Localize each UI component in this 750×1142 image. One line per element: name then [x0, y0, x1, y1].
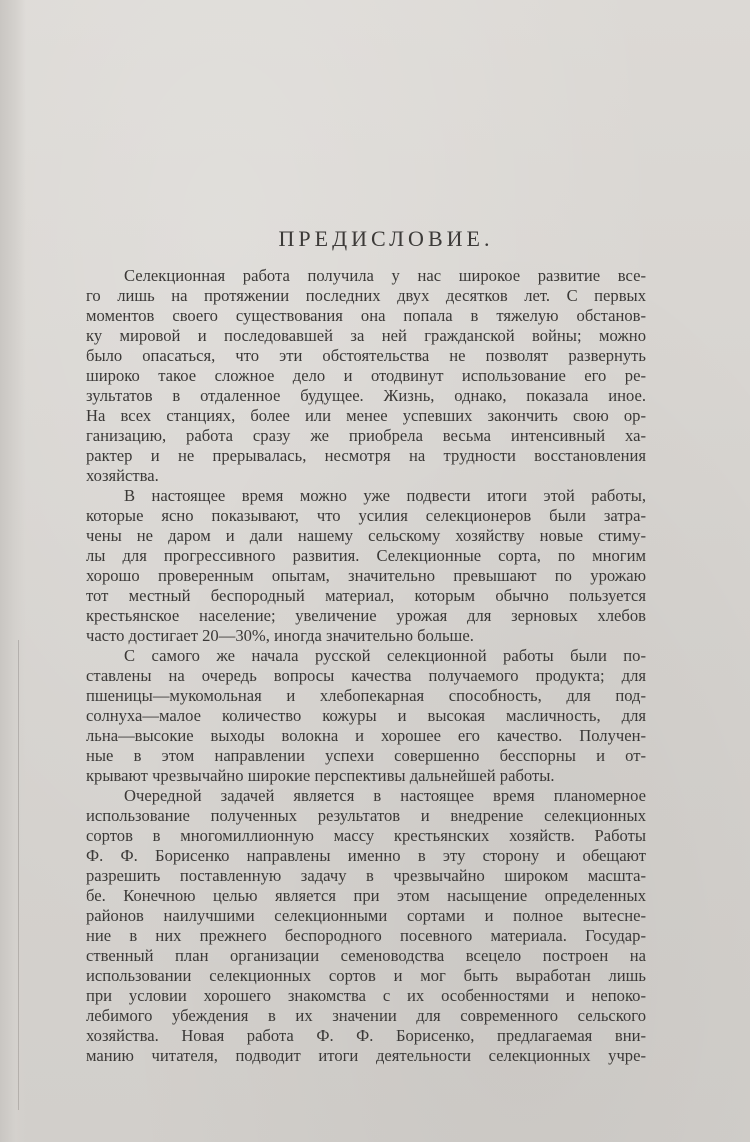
text-line: Ф. Ф. Борисенко направлены именно в эту сторону и обещают [86, 846, 646, 865]
text-line: моментов своего существования она попала в тяжелую обстанов- [86, 306, 646, 325]
text-line: бе. Конечною целью является при этом насыщение определенных [86, 886, 646, 905]
text-line: лы для прогрессивного развития. Селекционные сорта, по многим [86, 546, 646, 565]
text-line: льна—высокие выходы волокна и хорошее его качество. Получен- [86, 726, 646, 745]
text-line: сортов в многомиллионную массу крестьянских хозяйств. Работы [86, 826, 646, 845]
text-line: районов наилучшими селекционными сортами и полное вытесне- [86, 906, 646, 925]
text-line: пшеницы—мукомольная и хлебопекарная способность, для под- [86, 686, 646, 705]
body-text [86, 266, 646, 1066]
text-line: На всех станциях, более или менее успевших закончить свою ор- [86, 406, 646, 425]
text-line: ставлены на очередь вопросы качества получаемого продукта; для [86, 666, 646, 685]
text-line: использование полученных результатов и внедрение селекционных [86, 806, 646, 825]
text-line: ные в этом направлении успехи совершенно бесспорны и от- [86, 746, 646, 765]
text-line: го лишь на протяжении последних двух десятков лет. С первых [86, 286, 646, 305]
page-title: ПРЕДИСЛОВИЕ. [278, 226, 494, 251]
text-line: манию читателя, подводит итоги деятельности селекционных учре- [86, 1046, 646, 1065]
text-line: крывают чрезвычайно широкие перспективы дальнейшей работы. [86, 766, 555, 785]
text-line: широко такое сложное дело и отодвинут использование его ре- [86, 366, 646, 385]
text-line: при условии хорошего знакомства с их особенностями и непоко- [86, 986, 646, 1005]
text-line: которые ясно показывают, что усилия селекционеров были затра- [86, 506, 646, 525]
text-line: солнуха—малое количество кожуры и высокая масличность, для [86, 706, 646, 725]
text-line: хозяйства. [86, 466, 159, 485]
page-binding-shadow [0, 0, 26, 1142]
text-line: часто достигает 20—30%, иногда значительно больше. [86, 626, 474, 645]
text-line: Селекционная работа получила у нас широкое развитие все- [124, 266, 646, 285]
text-line: хозяйства. Новая работа Ф. Ф. Борисенко, предлагаемая вни- [86, 1026, 646, 1045]
text-line: ственный план организации семеноводства всецело построен на [86, 946, 646, 965]
text-line: использовании селекционных сортов и мог быть выработан лишь [86, 966, 646, 985]
text-line: лебимого убеждения в их значении для современного сельского [86, 1006, 646, 1025]
text-line: С самого же начала русской селекционной работы были по- [124, 646, 646, 665]
text-line: чены не даром и дали нашему сельскому хозяйству новые стиму- [86, 526, 646, 545]
text-line: было опасаться, что эти обстоятельства не позволят развернуть [86, 346, 646, 365]
text-line: ку мировой и последовавшей за ней гражданской войны; можно [86, 326, 646, 345]
text-line: крестьянское население; увеличение урожая для зерновых хлебов [86, 606, 646, 625]
paragraph-2 [86, 486, 646, 646]
text-line: зультатов в отдаленное будущее. Жизнь, однако, показала иное. [86, 386, 646, 405]
text-line: разрешить поставленную задачу в чрезвычайно широком масшта- [86, 866, 646, 885]
page-fold-line [18, 640, 19, 1110]
text-line: ганизацию, работа сразу же приобрела весьма интенсивный ха- [86, 426, 646, 445]
text-line: Очередной задачей является в настоящее время планомерное [124, 786, 646, 805]
text-line: тот местный беспородный материал, которым обычно пользуется [86, 586, 646, 605]
text-line: хорошо проверенным опытам, значительно превышают по урожаю [86, 566, 646, 585]
text-line: рактер и не прерывалась, несмотря на трудности восстановления [86, 446, 646, 465]
text-line: В настоящее время можно уже подвести итоги этой работы, [124, 486, 646, 505]
paragraph-1 [86, 266, 646, 486]
paragraph-3 [86, 646, 646, 786]
text-line: ние в них прежнего беспородного посевного материала. Государ- [86, 926, 646, 945]
paragraph-4 [86, 786, 646, 1066]
